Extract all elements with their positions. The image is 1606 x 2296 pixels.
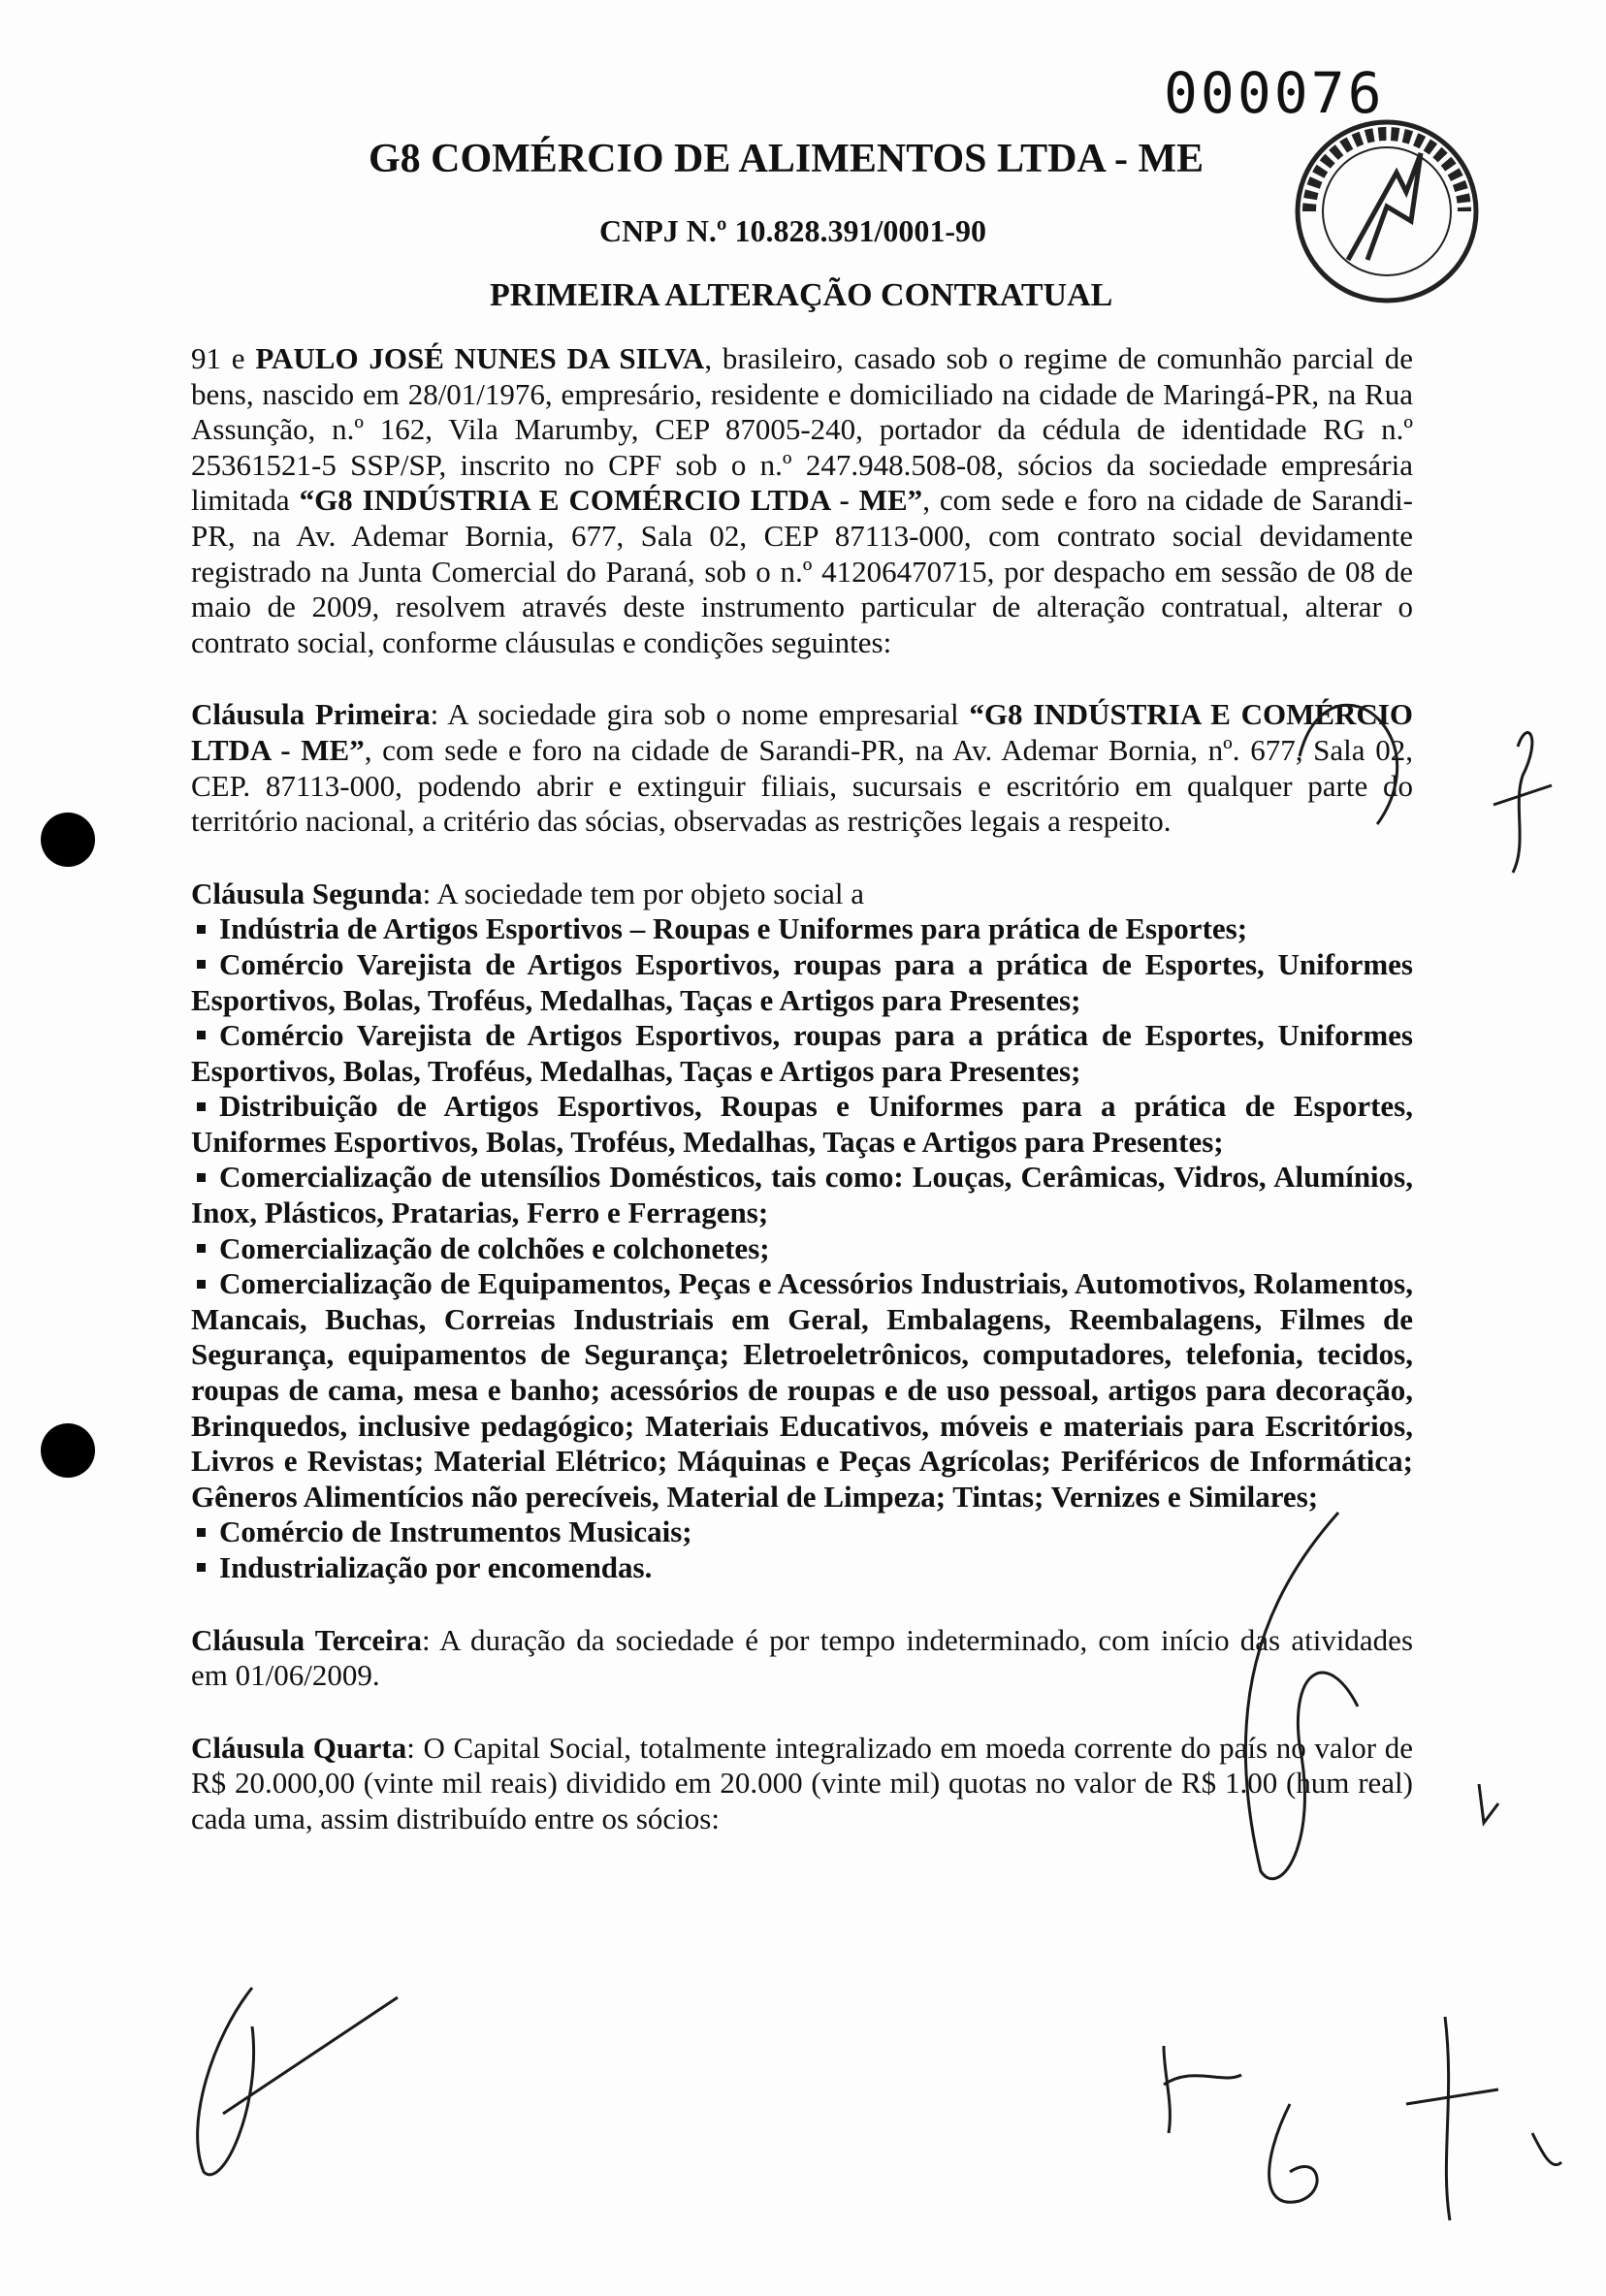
clausula-label: Cláusula Segunda xyxy=(191,876,423,910)
company-title: G8 COMÉRCIO DE ALIMENTOS LTDA - ME xyxy=(369,137,1204,181)
list-item-text: Comercialização de colchões e colchonetes; xyxy=(219,1230,770,1265)
intro-lead: 91 e xyxy=(191,341,256,375)
company-name: “G8 INDÚSTRIA E COMÉRCIO LTDA - ME” xyxy=(191,697,1413,767)
list-item-text: Industrialização por encomendas. xyxy=(219,1550,653,1584)
intro-text-2: , com sede e foro na cidade de Sarandi-PR, na Av. Ademar Bornia, 677, Sala 02, CEP 87113-000, com contrato social devidamente registrado na Junta Comercial do Paraná, sob o n.º 41206470715, por despacho em sessão de 08 de maio de 2009, resolvem através deste instrumento particular de alteração contratual, alterar o contrato social, conforme cláusulas e condições seguintes: xyxy=(191,483,1414,659)
clausula-text: : A duração da sociedade é por tempo indeterminado, com início das atividades em 01/06/2009. xyxy=(191,1622,1414,1693)
list-item-text: Comércio de Instrumentos Musicais; xyxy=(219,1515,692,1549)
partner-name: PAULO JOSÉ NUNES DA SILVA xyxy=(255,341,705,375)
list-item-text: Comércio Varejista de Artigos Esportivos, roupas para a prática de Esportes, Uniformes Esportivos, Bolas, Troféus, Medalhas, Taças e Artigos para Presentes; xyxy=(191,946,1413,1017)
cnpj-line: CNPJ N.º 10.828.391/0001-90 xyxy=(599,213,986,248)
clausula-label: Cláusula Quarta xyxy=(191,1730,407,1765)
list-item-text: Indústria de Artigos Esportivos – Roupas e Uniformes para prática de Esportes; xyxy=(219,911,1248,946)
list-item-text: Comercialização de Equipamentos, Peças e Acessórios Industriais, Automotivos, Rolamentos, Mancais, Buchas, Correias Industriais em Geral, Embalagens, Reembalagens, Filmes de Segurança, equipamentos de Segurança; Eletroeletrônicos, computadores, telefonia, tecidos, roupas de cama, mesa e banho; acessórios de roupas e de uso pessoal, artigos para decoração, Brinquedos, inclusive pedagógico; Materiais Educativos, móveis e materiais para Escritórios, Livros e Revistas; Material Elétrico; Máquinas e Peças Agrícolas; Periféricos de Informática; Gêneros Alimentícios não perecíveis, Material de Limpeza; Tintas; Vernizes e Similares; xyxy=(191,1266,1413,1514)
list-item-text: Distribuição de Artigos Esportivos, Roupas e Uniformes para a prática de Esportes, Uniformes Esportivos, Bolas, Troféus, Medalhas, Taças e Artigos para Presentes; xyxy=(191,1089,1413,1159)
clausula-text: : A sociedade tem por objeto social a xyxy=(422,876,865,910)
document-number: 000076 xyxy=(1164,60,1385,126)
clausula-text: : O Capital Social, totalmente integralizado em moeda corrente do país no valor de R$ 20.000,00 (vinte mil reais) dividido em 20.000 (vinte mil) quotas no valor de R$ 1.00 (hum real) cada uma, assim distribuído entre os sócios: xyxy=(191,1730,1413,1835)
intro-text-1: , brasileiro, casado sob o regime de comunhão parcial de bens, nascido em 28/01/1976, empresário, residente e domiciliado na cidade de Maringá-PR, na Rua Assunção, n.º 162, Vila Marumby, CEP 87005-240, portador da cédula de identidade RG n.º 25361521-5 SSP/SP, inscrito no CPF sob o n.º 247.948.508-08, sócios da sociedade empresária limitada xyxy=(191,341,1413,518)
clausula-label: Cláusula Primeira xyxy=(191,697,431,732)
clausula-text: , com sede e foro na cidade de Sarandi-PR, na Av. Ademar Bornia, nº. 677, Sala 02, CEP. 87113-000, podendo abrir e extinguir filiais, sucursais e escritório em qualquer parte do território nacional, a critério das sócias, observadas as restrições legais a respeito. xyxy=(191,732,1413,839)
clausula-label: Cláusula Terceira xyxy=(191,1622,422,1657)
document-subtitle: PRIMEIRA ALTERAÇÃO CONTRATUAL xyxy=(490,277,1113,313)
list-item-text: Comércio Varejista de Artigos Esportivos, roupas para a prática de Esportes, Uniformes Esportivos, Bolas, Troféus, Medalhas, Taças e Artigos para Presentes; xyxy=(191,1018,1413,1088)
list-item-text: Comercialização de utensílios Domésticos, tais como: Louças, Cerâmicas, Vidros, Alumínios, Inox, Plásticos, Pratarias, Ferro e Ferragens; xyxy=(191,1160,1413,1230)
clausula-text: : A sociedade gira sob o nome empresarial xyxy=(430,697,970,732)
company-name: “G8 INDÚSTRIA E COMÉRCIO LTDA - ME” xyxy=(299,483,923,518)
